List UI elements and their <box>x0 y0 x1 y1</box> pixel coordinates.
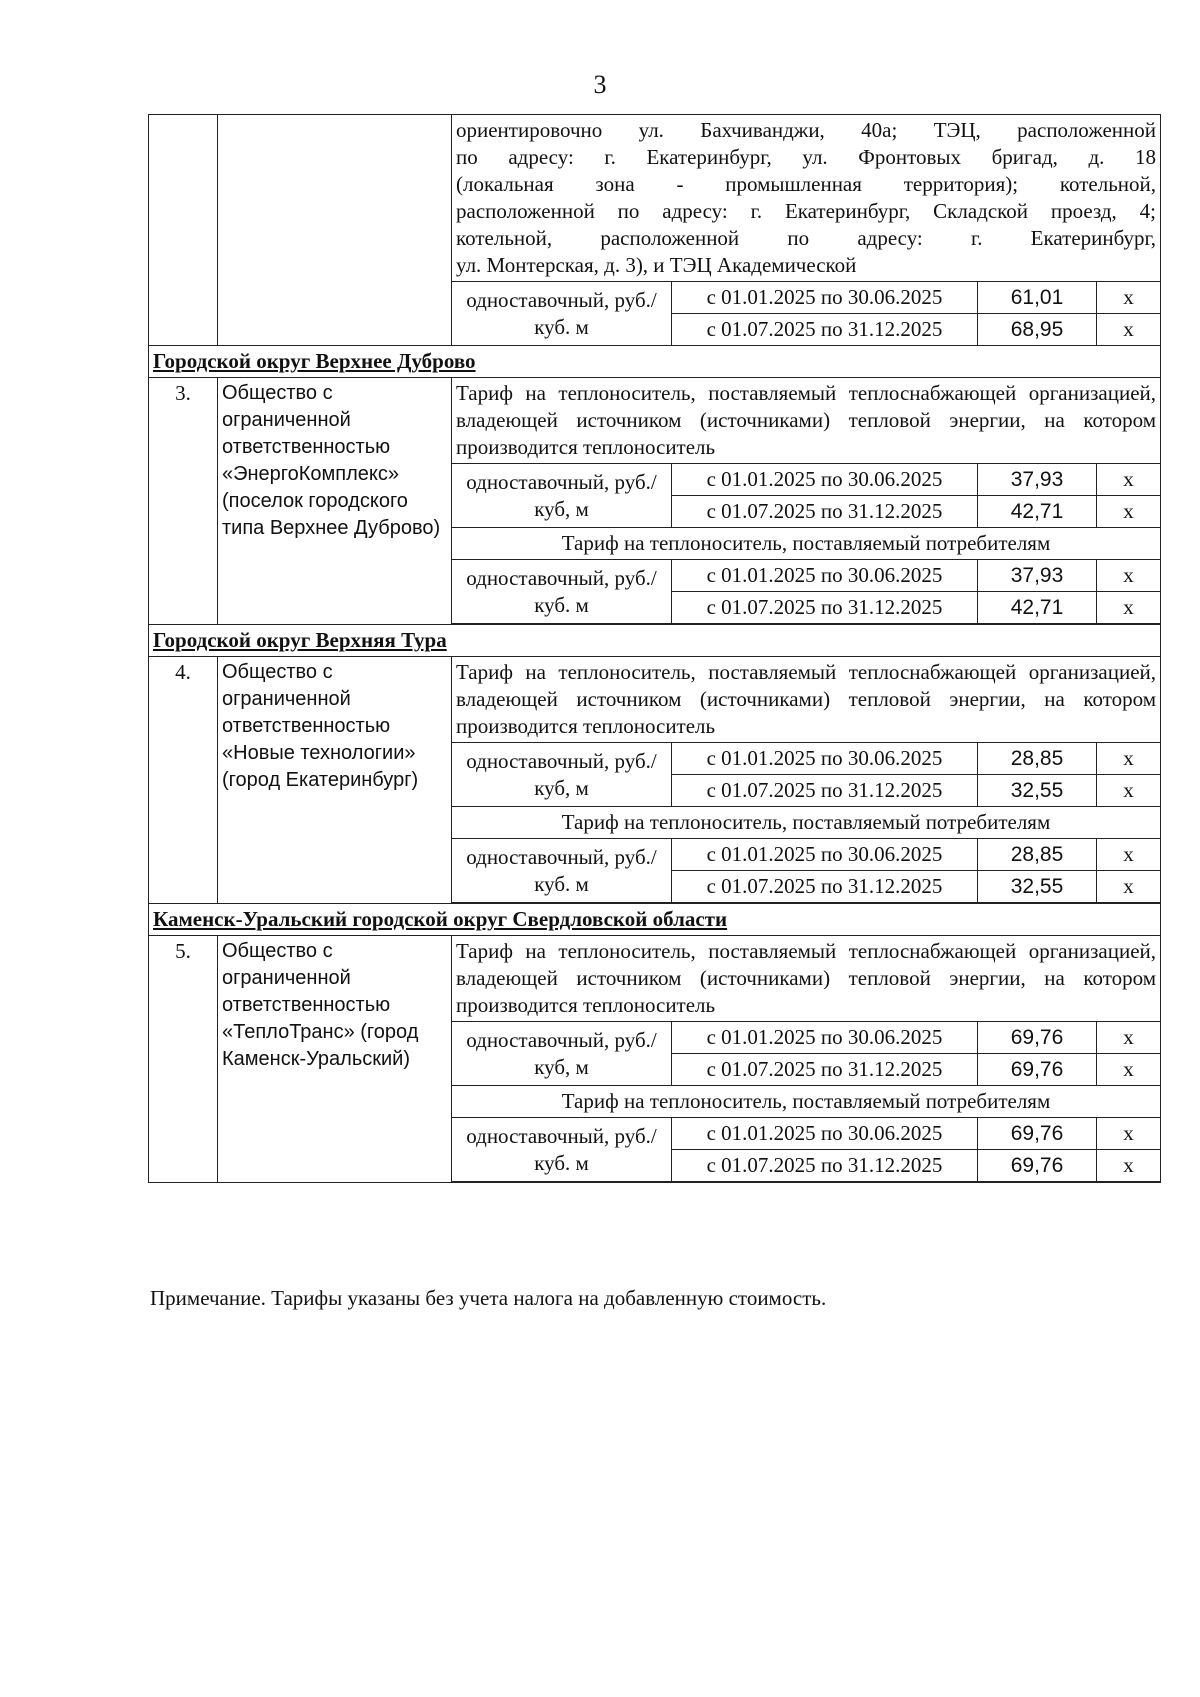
mark: х <box>1097 592 1161 624</box>
region-title: Городской округ Верхнее Дуброво <box>149 346 1161 378</box>
period: с 01.01.2025 по 30.06.2025 <box>672 464 978 496</box>
mark: х <box>1097 775 1161 807</box>
tariff-value: 32,55 <box>978 871 1097 903</box>
supplier-tariff-header: Тариф на теплоноситель, поставляемый теплоснабжающей организацией, владеющей источником (источниками) тепловой энергии, на котором производится теплоноситель <box>452 657 1161 743</box>
rate-type: одноставочный, руб./куб, м <box>452 464 672 528</box>
description-line: ул. Монтерская, д. 3), и ТЭЦ Академической <box>456 253 857 277</box>
tariff-value: 42,71 <box>978 496 1097 528</box>
rate-type: одноставочный, руб./куб. м <box>452 282 672 346</box>
region-row <box>149 346 1161 378</box>
tariff-value: 32,55 <box>978 775 1097 807</box>
period: с 01.07.2025 по 31.12.2025 <box>672 775 978 807</box>
tariff-table <box>148 114 1161 1183</box>
supplier-tariff-header: Тариф на теплоноситель, поставляемый теплоснабжающей организацией, владеющей источником (источниками) тепловой энергии, на котором производится теплоноситель <box>452 378 1161 464</box>
description-line: ориентировочно ул. Бахчиванджи, 40а; ТЭЦ, расположенной <box>456 118 1157 142</box>
organization-name: Общество с ограниченной ответственностью «ЭнергоКомплекс» (поселок городского типа Верхнее Дуброво) <box>218 378 452 625</box>
period: с 01.07.2025 по 31.12.2025 <box>672 1150 978 1182</box>
rate-type: одноставочный, руб./куб. м <box>452 839 672 903</box>
rate-type: одноставочный, руб./куб, м <box>452 743 672 807</box>
continuation-row <box>149 115 1161 282</box>
tariff-value: 37,93 <box>978 464 1097 496</box>
row-number: 5. <box>149 936 218 1183</box>
description-line: котельной, расположенной по адресу: г. Екатеринбург, <box>456 226 1157 250</box>
period: с 01.01.2025 по 30.06.2025 <box>672 1022 978 1054</box>
supplier-tariff-header-row <box>149 378 1161 464</box>
mark: х <box>1097 560 1161 592</box>
supplier-tariff-header-row <box>149 936 1161 1022</box>
region-row <box>149 625 1161 657</box>
mark: х <box>1097 871 1161 903</box>
rate-type: одноставочный, руб./куб. м <box>452 560 672 624</box>
period: с 01.01.2025 по 30.06.2025 <box>672 839 978 871</box>
rate-type: одноставочный, руб./куб, м <box>452 1022 672 1086</box>
mark: х <box>1097 839 1161 871</box>
tariff-value: 69,76 <box>978 1150 1097 1182</box>
tariff-value: 37,93 <box>978 560 1097 592</box>
source-description <box>452 115 1161 282</box>
description-line: (локальная зона - промышленная территория); котельной, <box>456 172 1157 196</box>
period: с 01.01.2025 по 30.06.2025 <box>672 560 978 592</box>
tariff-value: 28,85 <box>978 743 1097 775</box>
region-row <box>149 904 1161 936</box>
footnote: Примечание. Тарифы указаны без учета налога на добавленную стоимость. <box>150 1286 827 1310</box>
tariff-value: 69,76 <box>978 1118 1097 1150</box>
consumer-tariff-header: Тариф на теплоноситель, поставляемый потребителям <box>452 528 1161 560</box>
organization-name: Общество с ограниченной ответственностью «ТеплоТранс» (город Каменск-Уральский) <box>218 936 452 1183</box>
period: с 01.01.2025 по 30.06.2025 <box>672 1118 978 1150</box>
region-title: Городской округ Верхняя Тура <box>149 625 1161 657</box>
mark: х <box>1097 1022 1161 1054</box>
mark: х <box>1097 1054 1161 1086</box>
supplier-tariff-header-row <box>149 657 1161 743</box>
mark: х <box>1097 743 1161 775</box>
tariff-value: 69,76 <box>978 1054 1097 1086</box>
mark: х <box>1097 1118 1161 1150</box>
period: с 01.01.2025 по 30.06.2025 <box>672 282 978 314</box>
region-title: Каменск-Уральский городской округ Свердловской области <box>149 904 1161 936</box>
organization-name: Общество с ограниченной ответственностью «Новые технологии» (город Екатеринбург) <box>218 657 452 904</box>
period: с 01.07.2025 по 31.12.2025 <box>672 592 978 624</box>
period: с 01.01.2025 по 30.06.2025 <box>672 743 978 775</box>
description-line: по адресу: г. Екатеринбург, ул. Фронтовых бригад, д. 18 <box>456 145 1157 169</box>
period: с 01.07.2025 по 31.12.2025 <box>672 871 978 903</box>
mark: х <box>1097 464 1161 496</box>
tariff-value: 61,01 <box>978 282 1097 314</box>
tariff-value: 69,76 <box>978 1022 1097 1054</box>
num-cell-empty <box>149 115 218 346</box>
rate-type: одноставочный, руб./куб. м <box>452 1118 672 1182</box>
consumer-tariff-header: Тариф на теплоноситель, поставляемый потребителям <box>452 807 1161 839</box>
tariff-value: 42,71 <box>978 592 1097 624</box>
row-number: 3. <box>149 378 218 625</box>
consumer-tariff-header: Тариф на теплоноситель, поставляемый потребителям <box>452 1086 1161 1118</box>
supplier-tariff-header: Тариф на теплоноситель, поставляемый теплоснабжающей организацией, владеющей источником (источниками) тепловой энергии, на котором производится теплоноситель <box>452 936 1161 1022</box>
mark: х <box>1097 496 1161 528</box>
description-line: расположенной по адресу: г. Екатеринбург, Складской проезд, 4; <box>456 199 1157 223</box>
tariff-value: 68,95 <box>978 314 1097 346</box>
period: с 01.07.2025 по 31.12.2025 <box>672 496 978 528</box>
mark: х <box>1097 314 1161 346</box>
org-cell-empty <box>218 115 452 346</box>
period: с 01.07.2025 по 31.12.2025 <box>672 314 978 346</box>
mark: х <box>1097 282 1161 314</box>
row-number: 4. <box>149 657 218 904</box>
tariff-value: 28,85 <box>978 839 1097 871</box>
page-number: 3 <box>593 70 607 99</box>
mark: х <box>1097 1150 1161 1182</box>
period: с 01.07.2025 по 31.12.2025 <box>672 1054 978 1086</box>
